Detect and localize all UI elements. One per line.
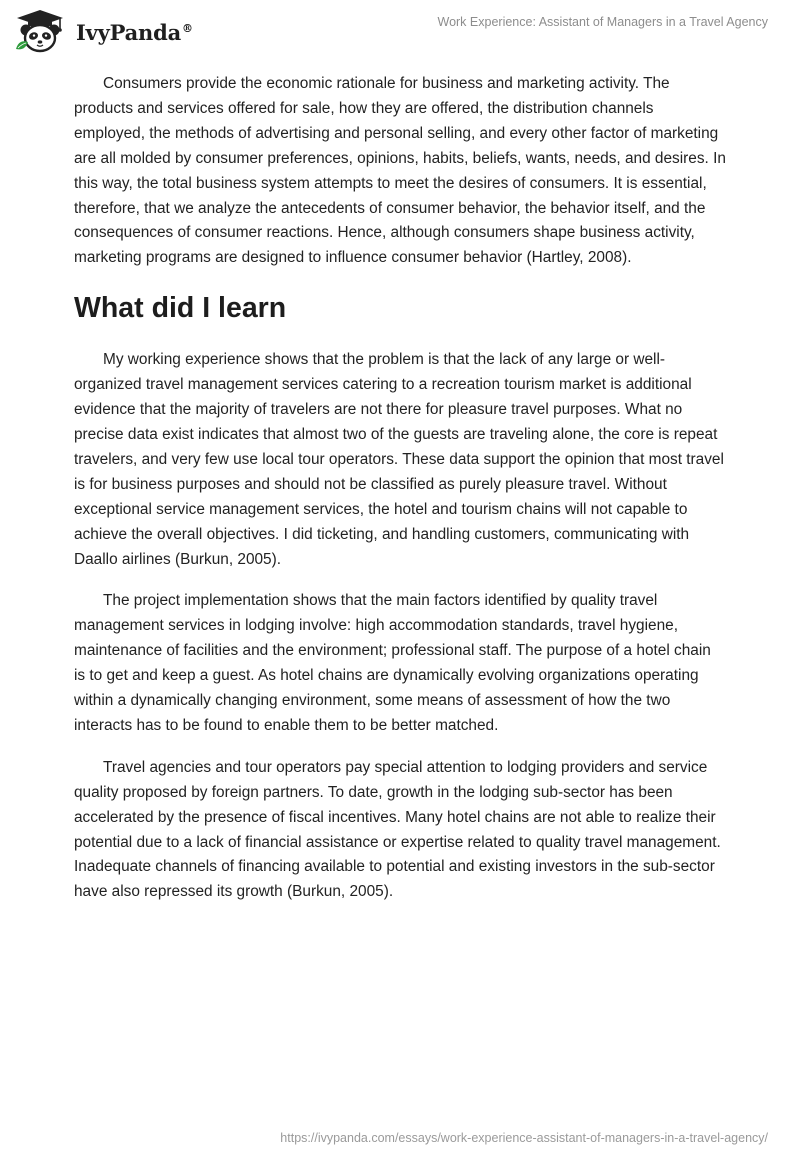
brand-name (76, 20, 193, 45)
panda-graduate-icon (14, 9, 66, 53)
article-body (74, 72, 726, 922)
brand-logo[interactable] (14, 9, 193, 53)
section-paragraph: My working experience shows that the problem is that the lack of any large or well-organized travel management services catering to a recreation tourism market is additional evidence that the majority of travelers are not there for pleasure travel purposes. What no precise data exist indicates that almost two of the guests are traveling alone, the core is repeat travelers, and very few use local tour operators. These data support the opinion that most travel is for business purposes and should not be classified as purely pleasure travel. Without exceptional service management services, the hotel and tourism chains will not capable to achieve the overall objectives. I did ticketing, and handling customers, communicating with Daallo airlines (Burkun, 2005). (74, 351, 724, 568)
source-url[interactable]: https://ivypanda.com/essays/work-experience-assistant-of-managers-in-a-travel-agency/ (280, 1131, 768, 1145)
registered-mark: ® (182, 21, 193, 35)
section-paragraph: The project implementation shows that the main factors identified by quality travel management services in lodging involve: high accommodation standards, travel hygiene, maintenance of facilities and the environment; professional staff. The purpose of a hotel chain is to get and keep a guest. As hotel chains are dynamically evolving organizations operating within a dynamically changing environment, some means of assessment of how the two interacts has to be found to enable them to be better matched. (74, 592, 711, 734)
section-heading: What did I learn (74, 292, 287, 325)
page-header (0, 0, 800, 64)
document-title: Work Experience: Assistant of Managers in a Travel Agency (437, 15, 768, 29)
intro-paragraph: Consumers provide the economic rationale for business and marketing activity. The products and services offered for sale, how they are offered, the distribution channels employed, the methods of advertising and personal selling, and every other factor of marketing are all molded by consumer preferences, opinions, habits, beliefs, wants, needs, and desires. In this way, the total business system attempts to meet the desires of consumers. It is essential, therefore, that we analyze the antecedents of consumer behavior, the behavior itself, and the consequences of consumer reactions. Hence, although consumers shape business activity, marketing programs are designed to influence consumer behavior (Hartley, 2008). (74, 75, 726, 267)
brand-name-text: IvyPanda (76, 19, 182, 45)
section-paragraph: Travel agencies and tour operators pay special attention to lodging providers and service quality proposed by foreign partners. To date, growth in the lodging sub-sector has been accelerated by the presence of fiscal incentives. Many hotel chains are not able to realize their potential due to a lack of financial assistance or expertise related to quality travel management. Inadequate channels of financing available to potential and existing investors in the sub-sector have also repressed its growth (Burkun, 2005). (74, 758, 721, 901)
